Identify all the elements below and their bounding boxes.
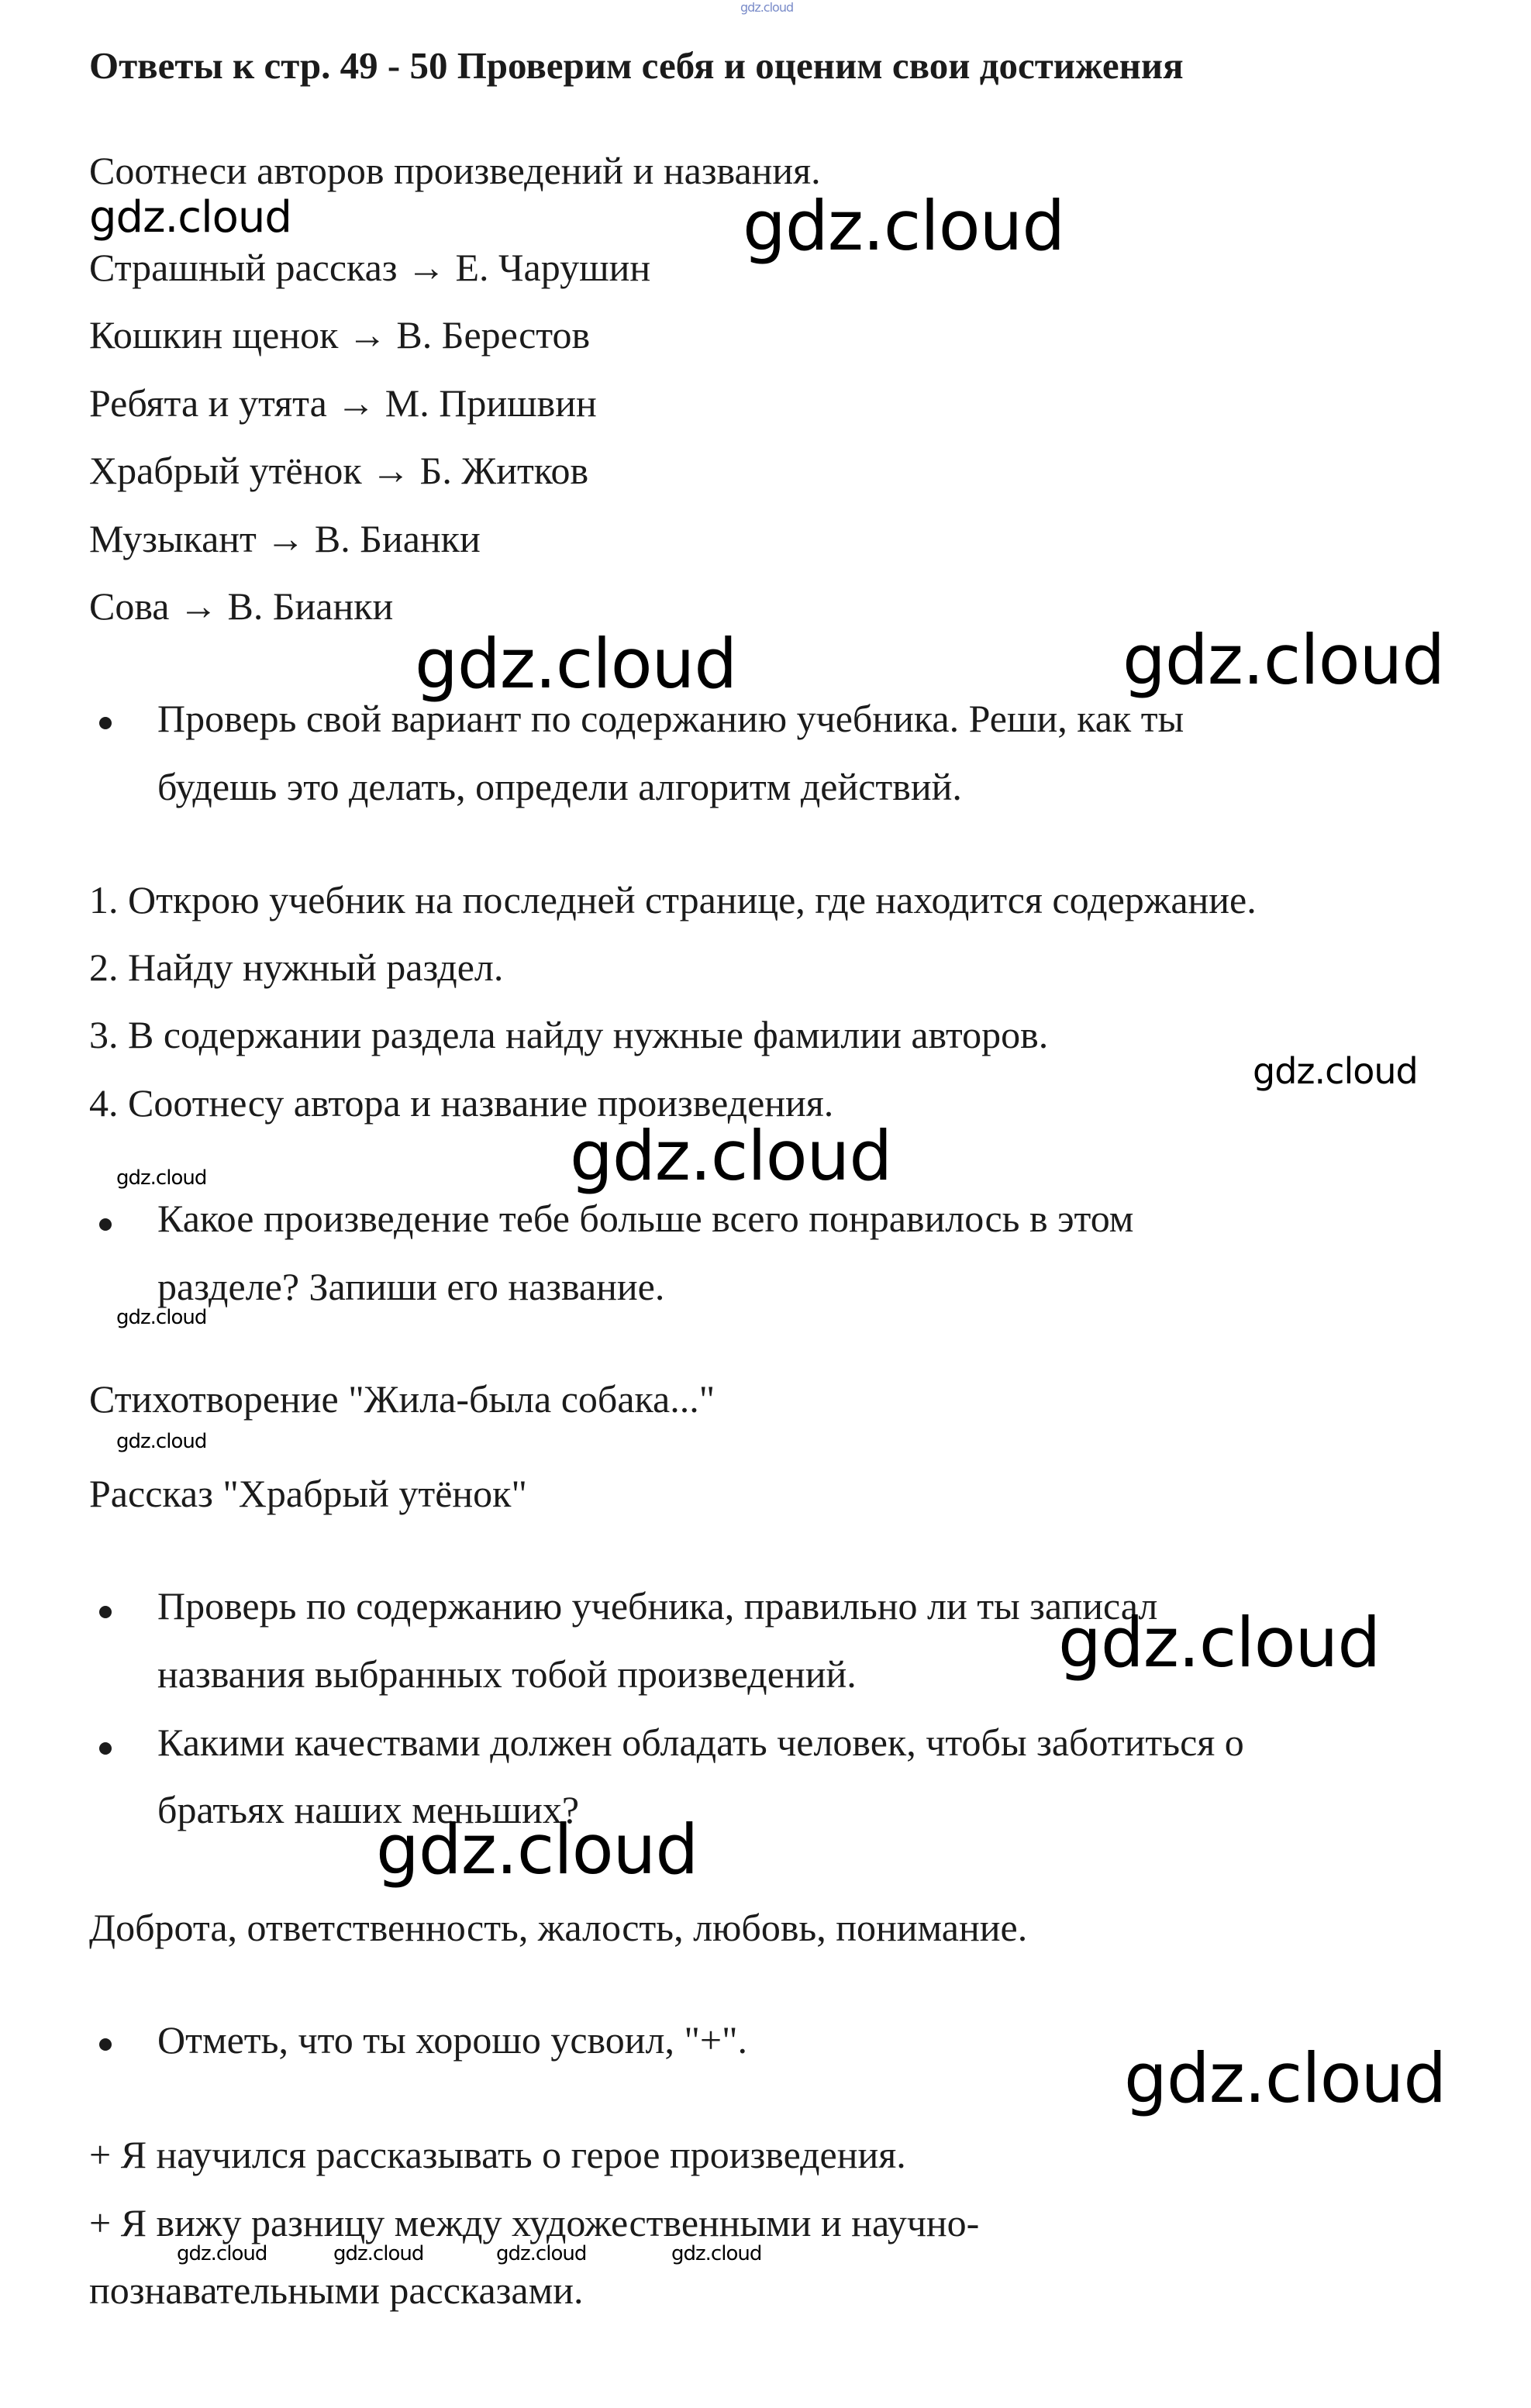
pair-item: Страшный рассказ → Е. Чарушин [89,246,651,289]
task-text: Какое произведение тебе больше всего понравилось в этом [157,1197,1134,1240]
task-text: Проверь по содержанию учебника, правильно ли ты записал [157,1584,1158,1628]
watermark: gdz.cloud [415,624,737,704]
watermark: gdz.cloud [333,2242,424,2265]
pair-item: Кошкин щенок → В. Берестов [89,313,591,357]
watermark: gdz.cloud [1122,620,1445,700]
task-text: Отметь, что ты хорошо усвоил, "+". [157,2018,748,2062]
watermark: gdz.cloud [671,2242,762,2265]
answer-text: Доброта, ответственность, жалость, любовь, понимание. [89,1906,1028,1949]
task-text: братьях наших меньших? [157,1788,580,1831]
bullet-icon [99,717,112,729]
step-item: 3. В содержании раздела найду нужные фамилии авторов. [89,1013,1049,1056]
watermark: gdz.cloud [1058,1603,1381,1683]
watermark: gdz.cloud [740,0,794,15]
step-item: 1. Открою учебник на последней странице, где находится содержание. [89,878,1257,922]
task-text: разделе? Запиши его название. [157,1265,665,1308]
watermark: gdz.cloud [116,1430,207,1453]
watermark: gdz.cloud [1253,1050,1418,1092]
watermark: gdz.cloud [376,1810,698,1890]
task-text: Проверь свой вариант по содержанию учебника. Реши, как ты [157,697,1184,740]
bullet-icon [99,1742,112,1755]
result-item: + Я научился рассказывать о герое произведения. [89,2133,906,2176]
watermark: gdz.cloud [89,192,291,243]
page-title: Ответы к стр. 49 - 50 Проверим себя и оценим свои достижения [89,44,1184,87]
intro-text: Соотнеси авторов произведений и названия. [89,149,821,192]
step-item: 2. Найду нужный раздел. [89,946,504,989]
watermark: gdz.cloud [177,2242,267,2265]
pair-item: Храбрый утёнок → Б. Житков [89,449,589,492]
step-item: 4. Соотнесу автора и название произведения. [89,1081,834,1125]
watermark: gdz.cloud [116,1306,207,1329]
watermark: gdz.cloud [116,1166,207,1190]
watermark: gdz.cloud [1124,2038,1447,2118]
bullet-icon [99,1606,112,1618]
result-item: познавательными рассказами. [89,2268,584,2312]
task-text: будешь это делать, определи алгоритм действий. [157,765,962,808]
task-text: названия выбранных тобой произведений. [157,1652,857,1696]
watermark: gdz.cloud [570,1116,892,1196]
watermark: gdz.cloud [743,186,1065,266]
watermark: gdz.cloud [496,2242,587,2265]
pair-item: Сова → В. Бианки [89,584,394,628]
result-item: + Я вижу разницу между художественными и научно- [89,2201,980,2244]
answer-item: Рассказ "Храбрый утёнок" [89,1472,527,1515]
task-text: Какими качествами должен обладать человек, чтобы заботиться о [157,1721,1244,1764]
bullet-icon [99,2038,112,2051]
pair-item: Ребята и утята → М. Пришвин [89,381,597,425]
pair-item: Музыкант → В. Бианки [89,517,481,560]
answer-item: Стихотворение "Жила-была собака..." [89,1377,716,1421]
bullet-icon [99,1218,112,1231]
